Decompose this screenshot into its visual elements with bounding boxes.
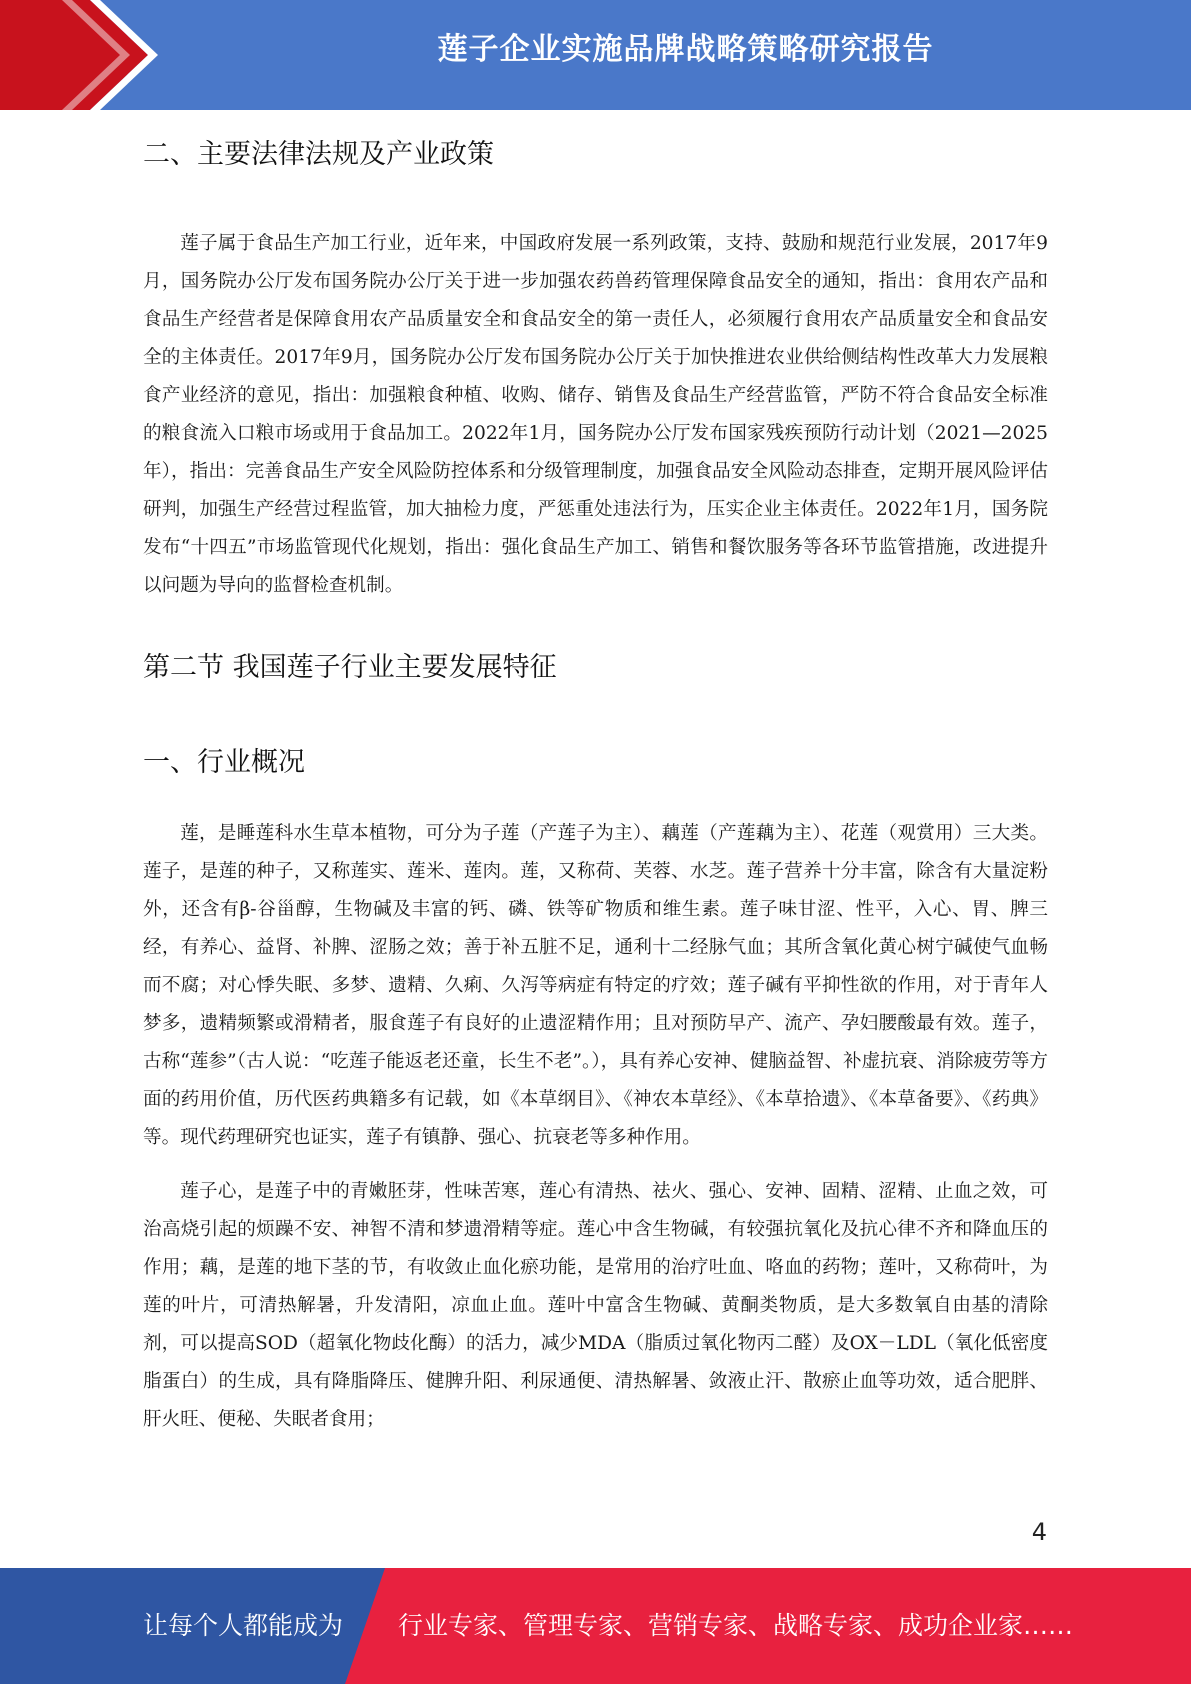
page-content — [143, 120, 1048, 1439]
section-heading: 第二节 我国莲子行业主要发展特征 — [143, 652, 557, 683]
page-footer — [0, 1568, 1191, 1684]
overview-heading: 一、行业概况 — [143, 747, 305, 778]
law-heading: 二、主要法律法规及产业政策 — [143, 139, 494, 170]
law-paragraph: 莲子属于食品生产加工行业，近年来，中国政府发展一系列政策，支持、鼓励和规范行业发展，2017年9月，国务院办公厅发布国务院办公厅关于进一步加强农药兽药管理保障食品安全的通知，指出：食用农产品和食品生产经营者是保障食用农产品质量安全和食品安全的第一责任人，必须履行食用农产品质量安全和食品安全的主体责任。2017年9月，国务院办公厅发布国务院办公厅关于加快推进农业供给侧结构性改革大力发展粮食产业经济的意见，指出：加强粮食种植、收购、储存、销售及食品生产经营监管，严防不符合食品安全标准的粮食流入口粮市场或用于食品加工。2022年1月，国务院办公厅发布国家残疾预防行动计划（2021—2025年），指出：完善食品生产安全风险防控体系和分级管理制度，加强食品安全风险动态排查，定期开展风险评估研判，加强生产经营过程监管，加大抽检力度，严惩重处违法行为，压实企业主体责任。2022年1月，国务院发布“十四五”市场监管现代化规划，指出：强化食品生产加工、销售和餐饮服务等各环节监管措施，改进提升以问题为导向的监督检查机制。 — [143, 233, 1048, 596]
footer-slogan-right: 行业专家、管理专家、营销专家、战略专家、成功企业家…… — [398, 1611, 1074, 1640]
report-title: 莲子企业实施品牌战略策略研究报告 — [437, 32, 934, 67]
footer-slogan-left: 让每个人都能成为 — [143, 1611, 344, 1640]
page-header — [0, 0, 1191, 110]
overview-paragraph-1: 莲，是睡莲科水生草本植物，可分为子莲（产莲子为主）、藕莲（产莲藕为主）、花莲（观赏用）三大类。莲子，是莲的种子，又称莲实、莲米、莲肉。莲，又称荷、芙蓉、水芝。莲子营养十分丰富，除含有大量淀粉外，还含有β-谷甾醇，生物碱及丰富的钙、磷、铁等矿物质和维生素。莲子味甘涩、性平，入心、胃、脾三经，有养心、益肾、补脾、涩肠之效；善于补五脏不足，通利十二经脉气血；其所含氧化黄心树宁碱使气血畅而不腐；对心悸失眠、多梦、遗精、久痢、久泻等病症有特定的疗效；莲子碱有平抑性欲的作用，对于青年人梦多，遗精频繁或滑精者，服食莲子有良好的止遗涩精作用；且对预防早产、流产、孕妇腰酸最有效。莲子，古称“莲参”（古人说：“吃莲子能返老还童，长生不老”。），具有养心安神、健脑益智、补虚抗衰、消除疲劳等方面的药用价值，历代医药典籍多有记载，如《本草纲目》、《神农本草经》、《本草拾遗》、《本草备要》、《药典》等。现代药理研究也证实，莲子有镇静、强心、抗衰老等多种作用。 — [143, 823, 1048, 1148]
overview-paragraph-2: 莲子心，是莲子中的青嫩胚芽，性味苦寒，莲心有清热、祛火、强心、安神、固精、涩精、止血之效，可治高烧引起的烦躁不安、神智不清和梦遗滑精等症。莲心中含生物碱，有较强抗氧化及抗心律不齐和降血压的作用；藕，是莲的地下茎的节，有收敛止血化瘀功能，是常用的治疗吐血、咯血的药物；莲叶，又称荷叶，为莲的叶片，可清热解暑，升发清阳，凉血止血。莲叶中富含生物碱、黄酮类物质，是大多数氧自由基的清除剂，可以提高SOD（超氧化物歧化酶）的活力，减少MDA（脂质过氧化物丙二醛）及OX－LDL（氧化低密度脂蛋白）的生成，具有降脂降压、健脾升阳、利尿通便、清热解暑、敛液止汗、散瘀止血等功效，适合肥胖、肝火旺、便秘、失眠者食用； — [143, 1181, 1048, 1430]
page-number: 4 — [1031, 1518, 1047, 1546]
